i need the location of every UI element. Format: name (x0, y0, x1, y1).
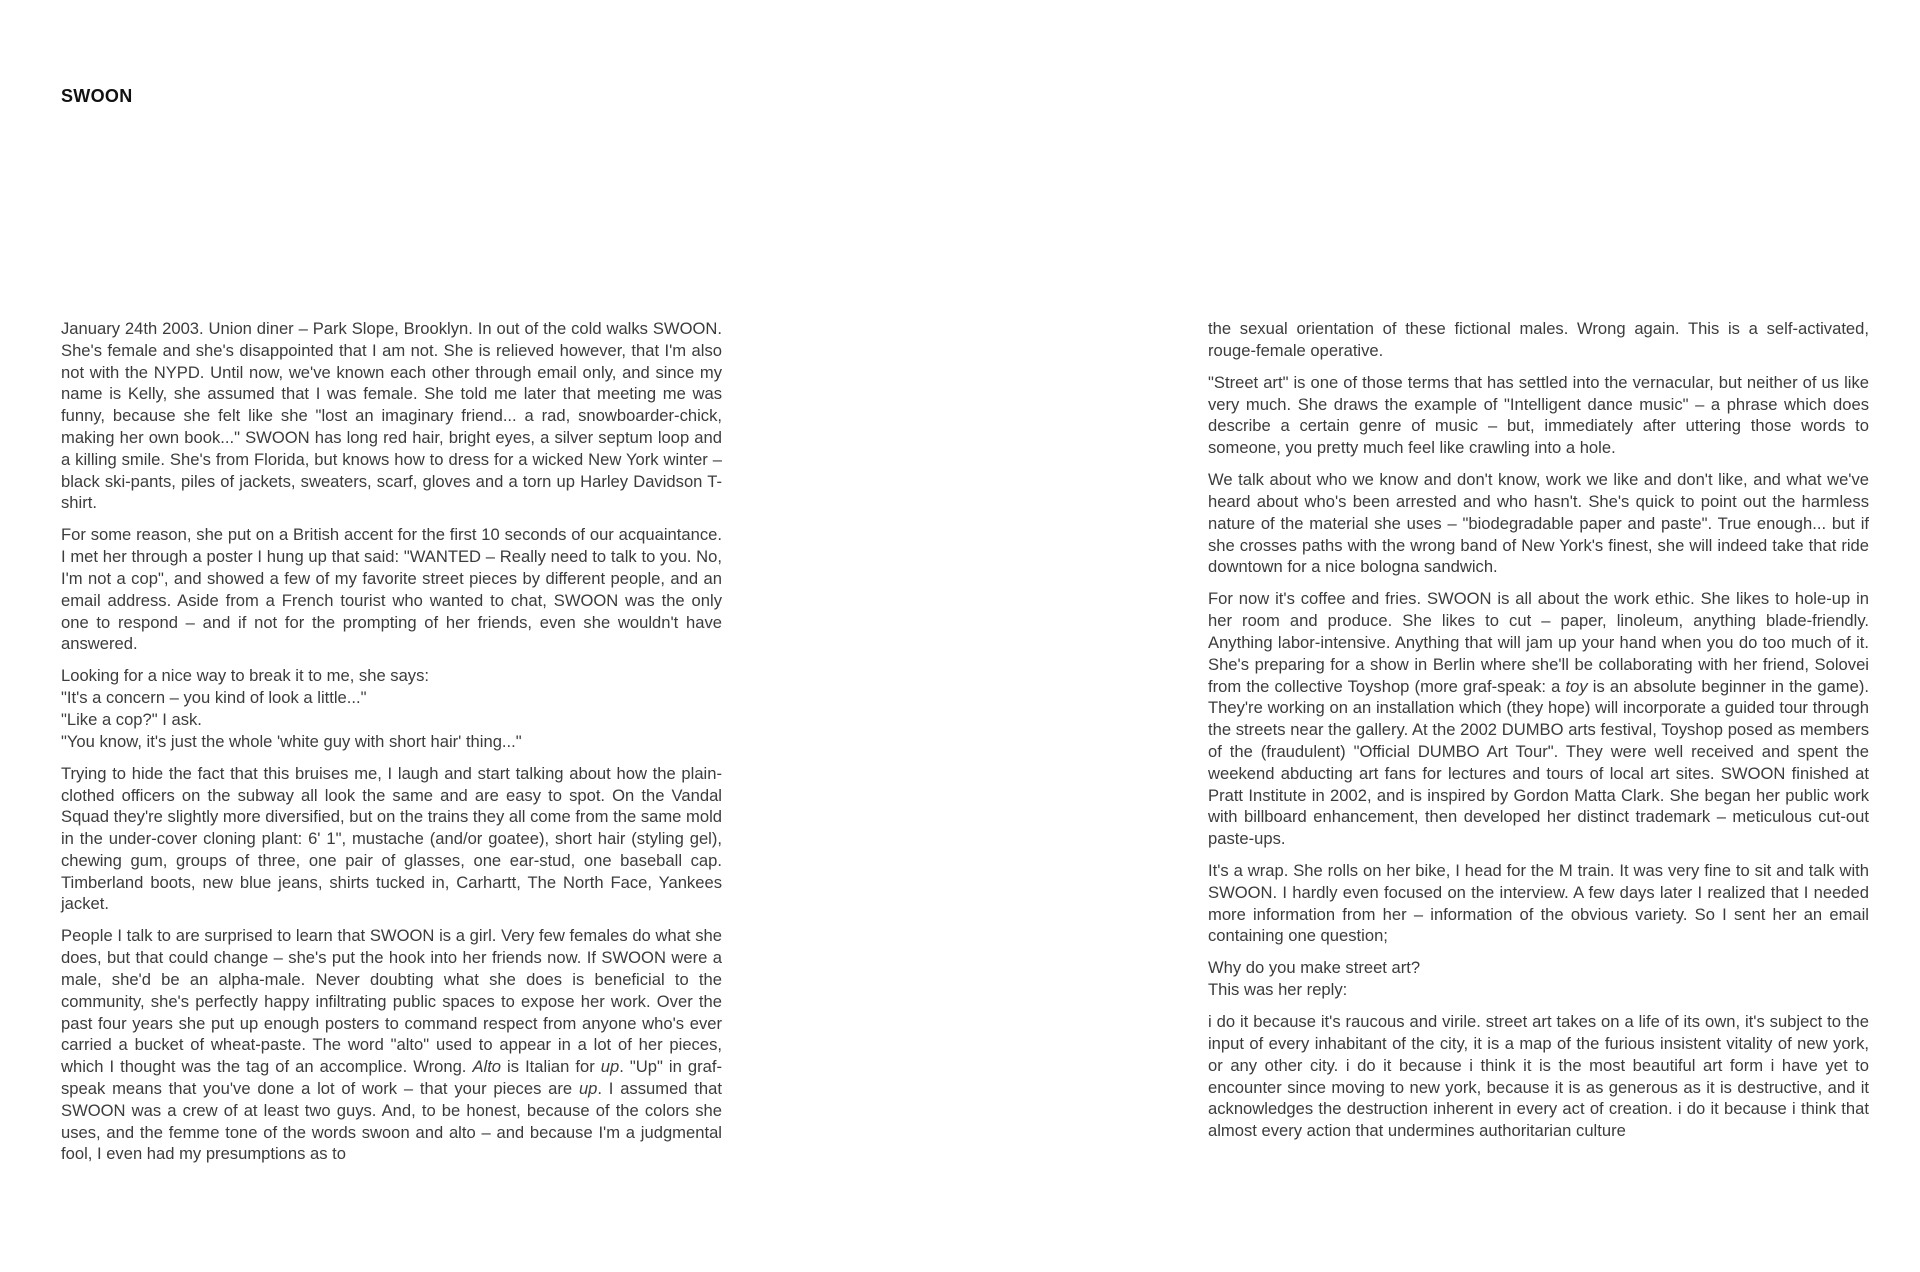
paragraph (61, 925, 722, 1165)
paragraph: Trying to hide the fact that this bruises me, I laugh and start talking about how the plain-clothed officers on the subway all look the same and are easy to spot. On the Vandal Squad they're slightly more diversified, but on the trains they all come from the same mold in the under-cover cloning plant: 6' 1", mustache (and/or goatee), short hair (styling gel), chewing gum, groups of three, one pair of glasses, one ear-stud, one baseball cap. Timberland boots, new blue jeans, shirts tucked in, Carhartt, The North Face, Yankees jacket. (61, 763, 722, 914)
dialogue-line: "Like a cop?" I ask. (61, 709, 202, 729)
paragraph: For some reason, she put on a British accent for the first 10 seconds of our acquaintance. I met her through a poster I hung up that said: "WANTED – Really need to talk to you. No, I'm not a cop", and showed a few of my favorite street pieces by different people, and an email address. Aside from a French tourist who wanted to chat, SWOON was the only one to respond – and if not for the prompting of her friends, even she wouldn't have answered. (61, 525, 722, 654)
page-title: SWOON (61, 86, 133, 106)
paragraph: We talk about who we know and don't know, work we like and don't like, and what we've heard about who's been arrested and who hasn't. She's quick to point out the harmless nature of the material she uses – "biodegradable paper and paste". True enough... but if she crosses paths with the wrong band of New York's finest, she will indeed take that ride downtown for a nice bologna sandwich. (1208, 470, 1869, 577)
italic-word: Alto (472, 1057, 502, 1077)
paragraph: January 24th 2003. Union diner – Park Slope, Brooklyn. In out of the cold walks SWOON. She's female and she's disappointed that I am not. She is relieved however, that I'm also not with the NYPD. Until now, we've known each other through email only, and since my name is Kelly, she assumed that I was female. She told me later that meeting me was funny, because she felt like she "lost an imaginary friend... a rad, snowboarder-chick, making her own book..." SWOON has long red hair, bright eyes, a silver septum loop and a killing smile. She's from Florida, but knows how to dress for a wicked New York winter – black ski-pants, piles of jackets, sweaters, scarf, gloves and a torn up Harley Davidson T-shirt. (61, 319, 722, 513)
paragraph: It's a wrap. She rolls on her bike, I head for the M train. It was very fine to sit and talk with SWOON. I hardly even focused on the interview. A few days later I realized that I needed more information from her – information of the obvious variety. So I sent her an email containing one question; (1208, 861, 1869, 946)
question-line: Why do you make street art? (1208, 958, 1421, 978)
text-run: is Italian for (501, 1057, 601, 1077)
right-text-column (1208, 318, 1869, 1152)
question-paragraph (1208, 957, 1869, 1001)
text-run: . I assumed that SWOON was a crew of at least two guys. And, to be honest, because of the colors she uses, and the femme tone of the words swoon and alto – and because I'm a judgmental fool, I even had my presumptions as to (61, 1079, 723, 1164)
dialogue-paragraph (61, 665, 722, 752)
text-run: For now it's coffee and fries. SWOON is all about the work ethic. She likes to hole-up in her room and produce. She likes to cut – paper, linoleum, anything blade-friendly. Anything labor-intensive. Anything that will jam up your hand when you do too much of it. She's preparing for a show in Berlin where she'll be collaborating with her friend, Solovei from the collective Toyshop (more graf-speak: a (1208, 589, 1869, 696)
dialogue-line: Looking for a nice way to break it to me, she says: (61, 666, 430, 686)
paragraph (1208, 588, 1869, 850)
italic-word: toy (1565, 676, 1588, 696)
italic-word: up (600, 1057, 620, 1077)
paragraph: "Street art" is one of those terms that has settled into the vernacular, but neither of us like very much. She draws the example of "Intelligent dance music" – a phrase which does describe a certain genre of music – but, immediately after uttering those words to someone, you pretty much feel like crawling into a hole. (1208, 372, 1869, 458)
question-line: This was her reply: (1208, 980, 1348, 1000)
left-text-column (61, 318, 722, 1175)
paragraph: the sexual orientation of these fictional males. Wrong again. This is a self-activated, rouge-female operative. (1208, 319, 1869, 360)
dialogue-line: "It's a concern – you kind of look a little..." (61, 688, 367, 708)
text-run: . "Up" in graf-speak means that you've done a lot of work – that your pieces are (61, 1057, 722, 1099)
dialogue-line: "You know, it's just the whole 'white guy with short hair' thing..." (61, 731, 522, 751)
text-run: People I talk to are surprised to learn that SWOON is a girl. Very few females do what she does, but that could change – she's put the hook into her friends now. If SWOON were a male, she'd be an alpha-male. Never doubting what she does is beneficial to the community, she's perfectly happy infiltrating public spaces to expose her work. Over the past four years she put up enough posters to command respect from anyone who's ever carried a bucket of wheat-paste. The word "alto" used to appear in a lot of her pieces, which I thought was the tag of an accomplice. Wrong. (61, 926, 722, 1077)
text-run: is an absolute beginner in the game). They're working on an installation which (they hope) will incorporate a guided tour through the streets near the gallery. At the 2002 DUMBO arts festival, Toyshop posed as members of the (fraudulent) "Official DUMBO Art Tour". They were well received and spent the weekend abducting art fans for lectures and tours of local art sites. SWOON finished at Pratt Institute in 2002, and is inspired by Gordon Matta Clark. She began her public work with billboard enhancement, then developed her distinct trademark – meticulous cut-out paste-ups. (1208, 676, 1869, 849)
reply-paragraph: i do it because it's raucous and virile. street art takes on a life of its own, it's subject to the input of every inhabitant of the city, it is a map of the furious insistent vitality of new york, or any other city. i do it because i think it is the most beautiful art form i have yet to encounter since moving to new york, because it is as generous as it is destructive, and it acknowledges the destruction inherent in every act of creation. i do it because i think that almost every action that undermines authoritarian culture (1208, 1012, 1869, 1141)
italic-word: up (578, 1079, 598, 1099)
